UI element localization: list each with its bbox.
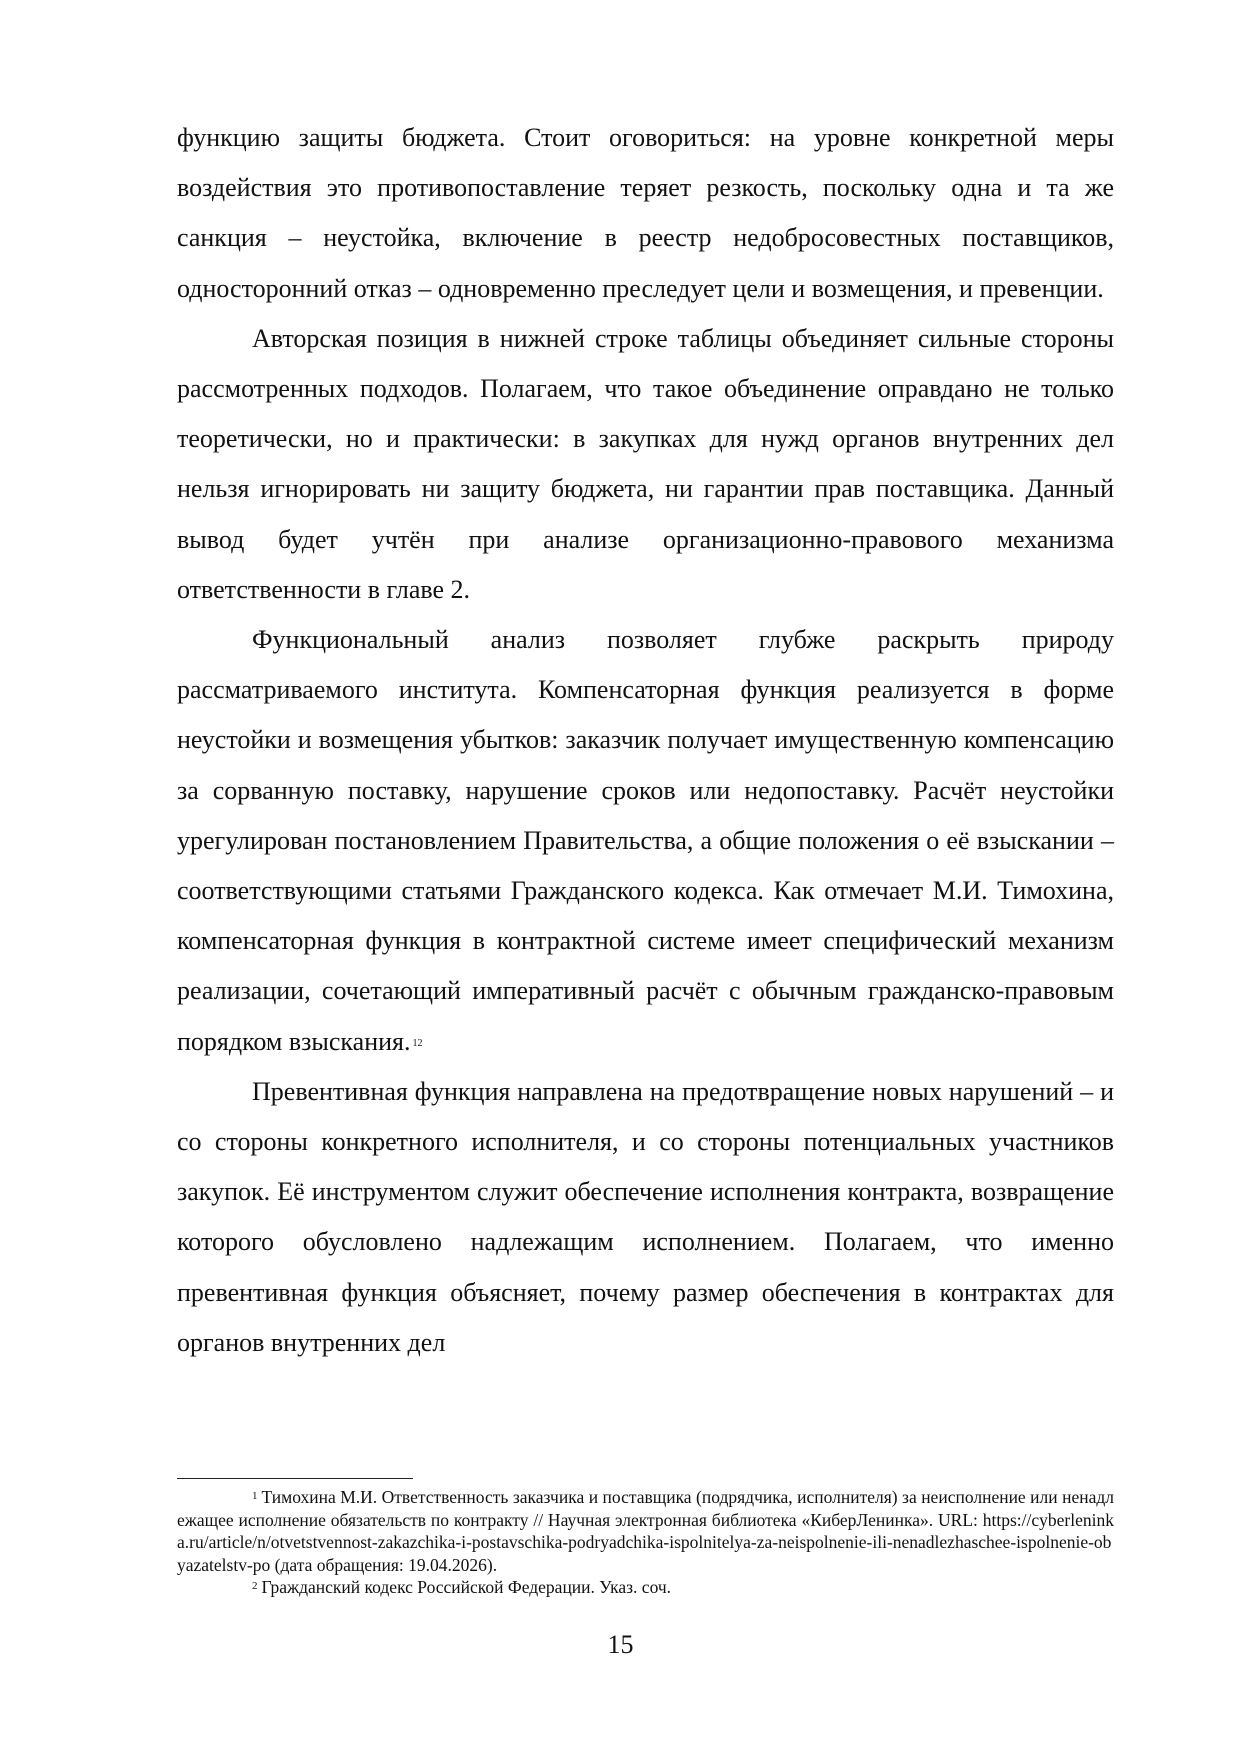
page-number: 15 [607, 1630, 634, 1659]
footnote-text: Тимохина М.И. Ответственность заказчика и поставщика (подрядчика, исполнителя) за неисполнение или ненадлежащее исполнение обязательств по контракту // Научная электронная библиотека «КиберЛенинка». URL: https://cyberleninka.ru/article/n/otvetstvennost-zakazchika-i-postavschika-podryadchika-ispolnitelya-za-neispolnenie-ili-nenadlezhaschee-ispolnenie-obyazatelstv-po (дата обращения: 19.04.2026). [177, 1487, 1114, 1575]
footnote-text: Гражданский кодекс Российской Федерации. Указ. соч. [261, 1577, 672, 1597]
footnote-item [177, 1486, 1114, 1576]
footnotes [177, 1486, 1114, 1599]
paragraph-with-footnote [177, 615, 1114, 1067]
footnote-number: 1 [252, 1490, 258, 1502]
main-text [177, 113, 1114, 1368]
paragraph: Превентивная функция направлена на предотвращение новых нарушений – и со стороны конкретного исполнителя, и со стороны потенциальных участников закупок. Её инструментом служит обеспечение исполнения контракта, возвращение которого обусловлено надлежащим исполнением. Полагаем, что именно превентивная функция объясняет, почему размер обеспечения в контрактах для органов внутренних дел [177, 1076, 1114, 1357]
footnote-item [177, 1576, 1114, 1599]
paragraph-continuation: функцию защиты бюджета. Стоит оговориться: на уровне конкретной меры воздействия это противопоставление теряет резкость, поскольку одна и та же санкция – неустойка, включение в реестр недобросовестных поставщиков, односторонний отказ – одновременно преследует цели и возмещения, и превенции. [177, 123, 1114, 303]
footnote-separator [177, 1478, 413, 1479]
footnote-number: 2 [252, 1580, 258, 1592]
footnote-reference[interactable]: 12 [412, 1037, 423, 1049]
paragraph-text: Функциональный анализ позволяет глубже раскрыть природу рассматриваемого института. Компенсаторная функция реализуется в форме неустойки и возмещения убытков: заказчик получает имущественную компенсацию за сорванную поставку, нарушение сроков или недопоставку. Расчёт неустойки урегулирован постановлением Правительства, а общие положения о её взыскании – соответствующими статьями Гражданского кодекса. Как отмечает М.И. Тимохина, компенсаторная функция в контрактной системе имеет специфический механизм реализации, сочетающий императивный расчёт с обычным гражданско-правовым порядком взыскания. [177, 625, 1114, 1056]
paragraph: Авторская позиция в нижней строке таблицы объединяет сильные стороны рассмотренных подходов. Полагаем, что такое объединение оправдано не только теоретически, но и практически: в закупках для нужд органов внутренних дел нельзя игнорировать ни защиту бюджета, ни гарантии прав поставщика. Данный вывод будет учтён при анализе организационно-правового механизма ответственности в главе 2. [177, 323, 1114, 604]
